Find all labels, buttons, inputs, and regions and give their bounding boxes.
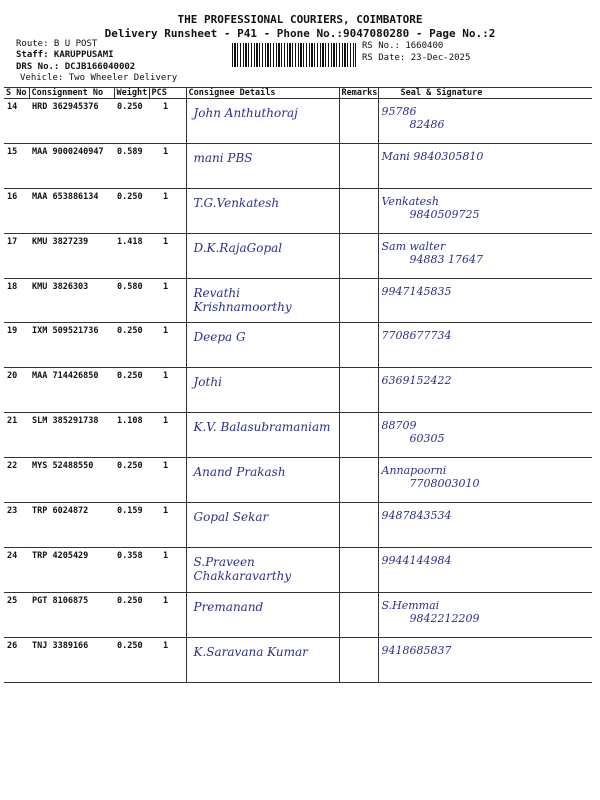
row-consignee-name: Revathi Krishnamoorthy — [193, 285, 292, 314]
table-row — [4, 143, 592, 188]
row-weight: 0.250 — [114, 99, 149, 144]
row-sno: 18 — [4, 278, 29, 323]
row-pcs: 1 — [149, 188, 186, 233]
row-remarks — [339, 188, 378, 233]
row-consignee-cell — [186, 323, 339, 368]
page-title: THE PROFESSIONAL COURIERS, COIMBATORE — [177, 13, 423, 26]
table-row — [4, 637, 592, 682]
row-weight: 0.589 — [114, 143, 149, 188]
col-header-sno: S No — [4, 88, 29, 99]
row-signature: 9944144984 — [381, 553, 452, 567]
row-consignee-cell — [186, 188, 339, 233]
row-pcs: 1 — [149, 278, 186, 323]
row-remarks — [339, 413, 378, 458]
table-row — [4, 188, 592, 233]
row-consignee-cell — [186, 503, 339, 548]
row-signature-cell — [378, 458, 592, 503]
row-pcs: 1 — [149, 458, 186, 503]
row-signature: 6369152422 — [381, 374, 452, 388]
row-consignment-no: PGT 8106875 — [29, 592, 114, 637]
row-sno: 15 — [4, 143, 29, 188]
row-signature-cell — [378, 278, 592, 323]
row-consignee-cell — [186, 592, 339, 637]
row-signature-cell — [378, 637, 592, 682]
row-weight: 0.250 — [114, 592, 149, 637]
row-sno: 23 — [4, 503, 29, 548]
row-signature-cell — [378, 323, 592, 368]
row-signature-cell — [378, 413, 592, 458]
row-consignee-name: S.Praveen Chakkaravarthy — [193, 554, 292, 583]
row-consignee-name: Gopal Sekar — [193, 510, 269, 525]
row-consignee-name: Deepa G — [193, 330, 246, 345]
row-sno: 26 — [4, 637, 29, 682]
row-signature-cell — [378, 503, 592, 548]
row-signature: 88709 — [381, 419, 417, 433]
row-consignee-cell — [186, 547, 339, 592]
row-weight: 0.250 — [114, 368, 149, 413]
row-consignee-name: mani PBS — [193, 150, 253, 165]
row-signature: Annapoorni — [381, 464, 447, 478]
row-consignee-cell — [186, 278, 339, 323]
row-sno: 14 — [4, 99, 29, 144]
row-remarks — [339, 458, 378, 503]
row-pcs: 1 — [149, 637, 186, 682]
row-consignment-no: HRD 362945376 — [29, 99, 114, 144]
row-signature-phone: 60305 — [409, 432, 445, 446]
row-remarks — [339, 143, 378, 188]
row-consignee-cell — [186, 637, 339, 682]
row-pcs: 1 — [149, 368, 186, 413]
row-weight: 1.418 — [114, 233, 149, 278]
table-header-row — [4, 88, 592, 99]
table-row — [4, 233, 592, 278]
barcode-image — [232, 43, 356, 67]
table-row — [4, 413, 592, 458]
row-consignment-no: MAA 653886134 — [29, 188, 114, 233]
row-signature: 7708677734 — [381, 329, 452, 343]
staff-label: Staff: KARUPPUSAMI — [16, 50, 114, 60]
row-sno: 20 — [4, 368, 29, 413]
col-header-weight: Weight — [114, 88, 149, 99]
row-signature: 9418685837 — [381, 643, 452, 657]
row-consignment-no: KMU 3826303 — [29, 278, 114, 323]
row-pcs: 1 — [149, 547, 186, 592]
row-consignment-no: MAA 9000240947 — [29, 143, 114, 188]
row-remarks — [339, 503, 378, 548]
row-consignment-no: TNJ 3389166 — [29, 637, 114, 682]
table-row — [4, 592, 592, 637]
row-sno: 19 — [4, 323, 29, 368]
runsheet-table — [4, 87, 592, 683]
row-consignee-name: D.K.RajaGopal — [193, 240, 283, 255]
row-signature-cell — [378, 188, 592, 233]
row-signature-phone: 7708003010 — [409, 477, 480, 491]
table-body — [4, 99, 592, 683]
row-signature-phone: 9842212209 — [409, 611, 480, 625]
row-sno: 24 — [4, 547, 29, 592]
table-row — [4, 547, 592, 592]
row-remarks — [339, 637, 378, 682]
page-subtitle: Delivery Runsheet - P41 - Phone No.:9047080280 - Page No.:2 — [104, 27, 496, 40]
row-remarks — [339, 592, 378, 637]
col-header-remarks: Remarks — [339, 88, 378, 99]
row-signature: 9947145835 — [381, 284, 452, 298]
rs-date: RS Date: 23-Dec-2025 — [362, 53, 471, 63]
row-consignee-name: John Anthuthoraj — [193, 106, 298, 120]
row-consignee-name: Premanand — [193, 599, 264, 614]
row-weight: 0.250 — [114, 188, 149, 233]
row-signature: 9487843534 — [381, 509, 452, 523]
row-consignee-name: K.V. Balasubramaniam — [193, 420, 331, 435]
row-consignment-no: KMU 3827239 — [29, 233, 114, 278]
row-sno: 25 — [4, 592, 29, 637]
table-row — [4, 458, 592, 503]
row-consignee-name: K.Saravana Kumar — [193, 644, 308, 659]
row-consignment-no: IXM 509521736 — [29, 323, 114, 368]
table-row — [4, 278, 592, 323]
row-signature-phone: 82486 — [409, 118, 445, 131]
row-consignee-cell — [186, 368, 339, 413]
row-signature-cell — [378, 592, 592, 637]
route-label: Route: B U POST — [16, 39, 98, 49]
row-remarks — [339, 368, 378, 413]
row-weight: 1.108 — [114, 413, 149, 458]
row-weight: 0.250 — [114, 458, 149, 503]
row-remarks — [339, 233, 378, 278]
row-consignee-cell — [186, 458, 339, 503]
col-header-signature: Seal & Signature — [378, 88, 592, 99]
row-pcs: 1 — [149, 592, 186, 637]
row-pcs: 1 — [149, 323, 186, 368]
row-sno: 21 — [4, 413, 29, 458]
row-signature-cell — [378, 233, 592, 278]
row-consignment-no: TRP 4205429 — [29, 547, 114, 592]
row-weight: 0.580 — [114, 278, 149, 323]
row-remarks — [339, 278, 378, 323]
row-weight: 0.358 — [114, 547, 149, 592]
vehicle-label: Vehicle: Two Wheeler Delivery — [20, 73, 178, 83]
row-signature: Venkatesh — [381, 194, 439, 208]
row-pcs: 1 — [149, 413, 186, 458]
row-consignee-cell — [186, 233, 339, 278]
row-signature: Sam walter — [381, 239, 446, 253]
row-signature: 95786 — [381, 105, 417, 118]
drs-label: DRS No.: DCJB166040002 — [16, 62, 136, 72]
row-remarks — [339, 99, 378, 144]
row-pcs: 1 — [149, 99, 186, 144]
row-signature-phone: 94883 17647 — [409, 252, 483, 266]
row-consignee-name: Jothi — [193, 375, 222, 390]
row-consignee-name: Anand Prakash — [193, 465, 286, 480]
row-signature-cell — [378, 99, 592, 144]
rs-number: RS No.: 1660400 — [362, 41, 444, 51]
row-pcs: 1 — [149, 143, 186, 188]
row-consignee-cell — [186, 413, 339, 458]
row-pcs: 1 — [149, 503, 186, 548]
row-consignee-cell — [186, 143, 339, 188]
row-weight: 0.159 — [114, 503, 149, 548]
table-row — [4, 503, 592, 548]
row-signature-cell — [378, 143, 592, 188]
row-consignment-no: MAA 714426850 — [29, 368, 114, 413]
table-row — [4, 323, 592, 368]
table-row — [4, 368, 592, 413]
row-sno: 16 — [4, 188, 29, 233]
row-signature: S.Hemmai — [381, 598, 440, 612]
row-sno: 22 — [4, 458, 29, 503]
row-signature: Mani 9840305810 — [381, 149, 484, 163]
col-header-consignment: Consignment No — [29, 88, 114, 99]
row-signature-phone: 9840509725 — [409, 207, 480, 221]
table-row — [4, 99, 592, 144]
row-consignment-no: MYS 52488550 — [29, 458, 114, 503]
row-weight: 0.250 — [114, 323, 149, 368]
row-remarks — [339, 323, 378, 368]
row-remarks — [339, 547, 378, 592]
row-consignment-no: TRP 6024872 — [29, 503, 114, 548]
col-header-pcs: PCS — [149, 88, 186, 99]
col-header-consignee: Consignee Details — [186, 88, 339, 99]
row-signature-cell — [378, 368, 592, 413]
row-consignment-no: SLM 385291738 — [29, 413, 114, 458]
row-weight: 0.250 — [114, 637, 149, 682]
row-sno: 17 — [4, 233, 29, 278]
row-pcs: 1 — [149, 233, 186, 278]
row-consignee-cell — [186, 99, 339, 144]
row-signature-cell — [378, 547, 592, 592]
row-consignee-name: T.G.Venkatesh — [193, 195, 280, 210]
